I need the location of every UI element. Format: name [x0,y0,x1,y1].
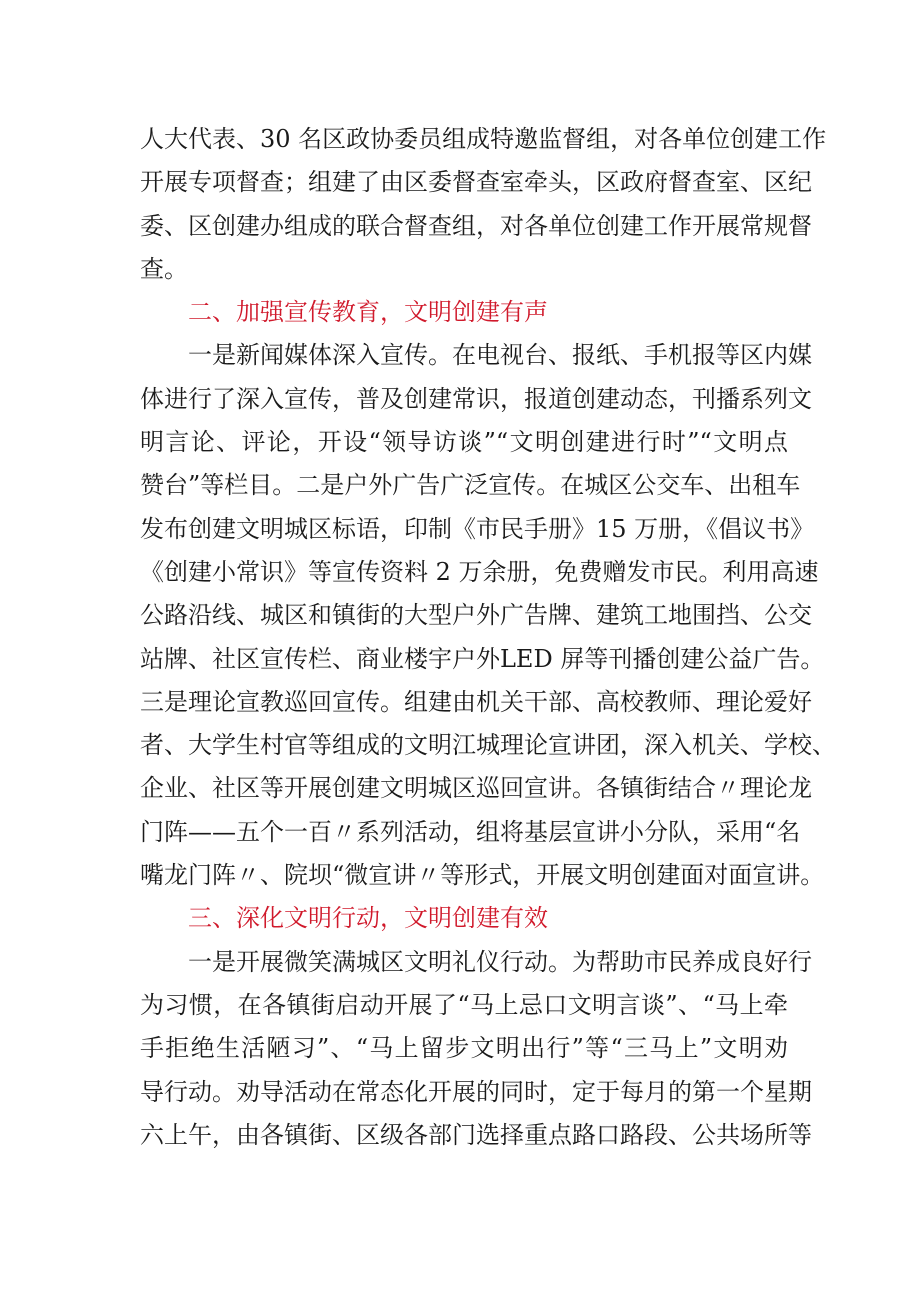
text-line: 委、区创建办组成的联合督查组，对各单位创建工作开展常规督 [140,211,812,240]
text-line: 体进行了深入宣传，普及创建常识，报道创建动态，刊播系列文 [140,384,812,413]
text-line: 导行动。劝导活动在常态化开展的同时，定于每月的第一个星期 [140,1077,812,1106]
text-line: 三是理论宣教巡回宣传。组建由机关干部、高校教师、理论爱好 [140,687,812,716]
text-line: 一是开展微笑满城区文明礼仪行动。为帮助市民养成良好行 [188,947,812,976]
text-line: 发布创建文明城区标语，印制《市民手册》15 万册，《倡议书》 [140,514,815,543]
text-line: 为习惯，在各镇街启动开展了“马上忌口文明言谈”、“马上牵 [140,990,788,1019]
text-line: 公路沿线、城区和镇街的大型户外广告牌、建筑工地围挡、公交 [140,601,812,630]
text-line: 开展专项督查；组建了由区委督查室牵头，区政府督查室、区纪 [140,168,812,197]
text-line: 查。 [140,254,188,283]
text-line: 手拒绝生活陋习”、“马上留步文明出行”等“三马上”文明劝 [140,1034,788,1063]
text-line: 站牌、社区宣传栏、商业楼宇户外LED 屏等刊播创建公益广告。 [140,644,825,673]
paragraph-publicity [140,334,836,897]
text-line: 一是新闻媒体深入宣传。在电视台、报纸、手机报等区内媒 [188,341,812,370]
document-body [140,118,836,1157]
text-line: 明言论、评论，开设“领导访谈”“文明创建进行时”“文明点 [140,428,788,457]
text-line: 赞台”等栏目。二是户外广告广泛宣传。在城区公交车、出租车 [140,471,801,500]
section-heading-civility-actions: 三、深化文明行动，文明创建有效 [188,904,548,933]
text-line: 者、大学生村官等组成的文明江城理论宣讲团，深入机关、学校、 [140,731,836,760]
text-line: 嘴龙门阵〃、院坝“微宣讲〃等形式，开展文明创建面对面宣讲。 [140,861,825,890]
text-line: 门阵——五个一百〃系列活动，组将基层宣讲小分队，采用“名 [140,817,801,846]
text-line: 六上午，由各镇街、区级各部门选择重点路口路段、公共场所等 [140,1120,812,1149]
section-heading-publicity: 二、加强宣传教育，文明创建有声 [188,298,548,327]
paragraph-supervision [140,118,827,291]
text-line: 《创建小常识》等宣传资料 2 万余册，免费赠发市民。利用高速 [140,557,819,586]
text-line: 企业、社区等开展创建文明城区巡回宣讲。各镇街结合〃理论龙 [140,774,812,803]
paragraph-civility-actions [140,941,812,1157]
text-line: 人大代表、30 名区政协委员组成特邀监督组，对各单位创建工作 [140,125,827,153]
